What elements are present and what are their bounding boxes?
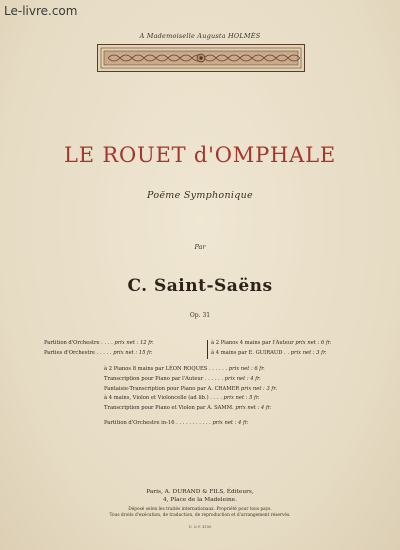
opus-number: Op. 31 bbox=[189, 312, 211, 319]
plate-number: D. & F. 4188 bbox=[188, 525, 212, 529]
publisher-line: Paris, A. DURAND & FILS, Éditeurs, bbox=[146, 489, 254, 495]
rights-line: Tous droits d'exécution, de traduction, de reproduction et d'arrangement réservés. bbox=[109, 513, 291, 518]
list-item: Fantaisie-Transcription pour Piano par A. CRAMER prix net : 3 fr. bbox=[104, 386, 277, 392]
rights-line: Déposé selon les traités internationaux. Propriété pour tous pays. bbox=[128, 507, 272, 512]
list-item: à 4 mains par E. GUIRAUD . . prix net : 3 fr. bbox=[211, 350, 327, 356]
list-item: Transcription pour Piano par l'Auteur . . . . . . prix net : 4 fr. bbox=[104, 376, 261, 382]
list-item: Parties d'Orchestre . . . . . prix net : 15 fr. bbox=[44, 350, 153, 356]
list-item: Partition d'Orchestre in-16 . . . . . . . . . . . prix net : 4 fr. bbox=[104, 420, 249, 426]
dedication: A Mademoiselle Augusta HOLMÈS bbox=[139, 32, 261, 40]
list-item: à 2 Pianos 4 mains par l'Auteur prix net : 6 fr. bbox=[211, 340, 332, 346]
publisher-address: 4, Place de la Madeleine. bbox=[163, 497, 237, 503]
list-item: à 4 mains, Violon et Violoncelle (ad lib.) . . . . prix net : 5 fr. bbox=[104, 395, 260, 401]
publisher-imprint bbox=[0, 488, 400, 504]
list-item: Transcription pour Piano et Violon par A. SAMM. prix net : 4 fr. bbox=[104, 405, 272, 411]
watermark: Le-livre.com bbox=[4, 4, 78, 18]
work-subtitle: Poëme Symphonique bbox=[147, 190, 253, 201]
list-item: Partition d'Orchestre . . . . prix net : 12 fr. bbox=[44, 340, 154, 346]
column-divider bbox=[207, 340, 208, 359]
list-item: à 2 Pianos 8 mains par LÉON ROQUES . . . . . . prix net : 6 fr. bbox=[104, 366, 265, 372]
work-title: LE ROUET d'OMPHALE bbox=[64, 143, 336, 167]
by-label: Par bbox=[194, 243, 206, 251]
composer-name: C. Saint-Saëns bbox=[127, 276, 273, 296]
rights-notice bbox=[0, 507, 400, 519]
